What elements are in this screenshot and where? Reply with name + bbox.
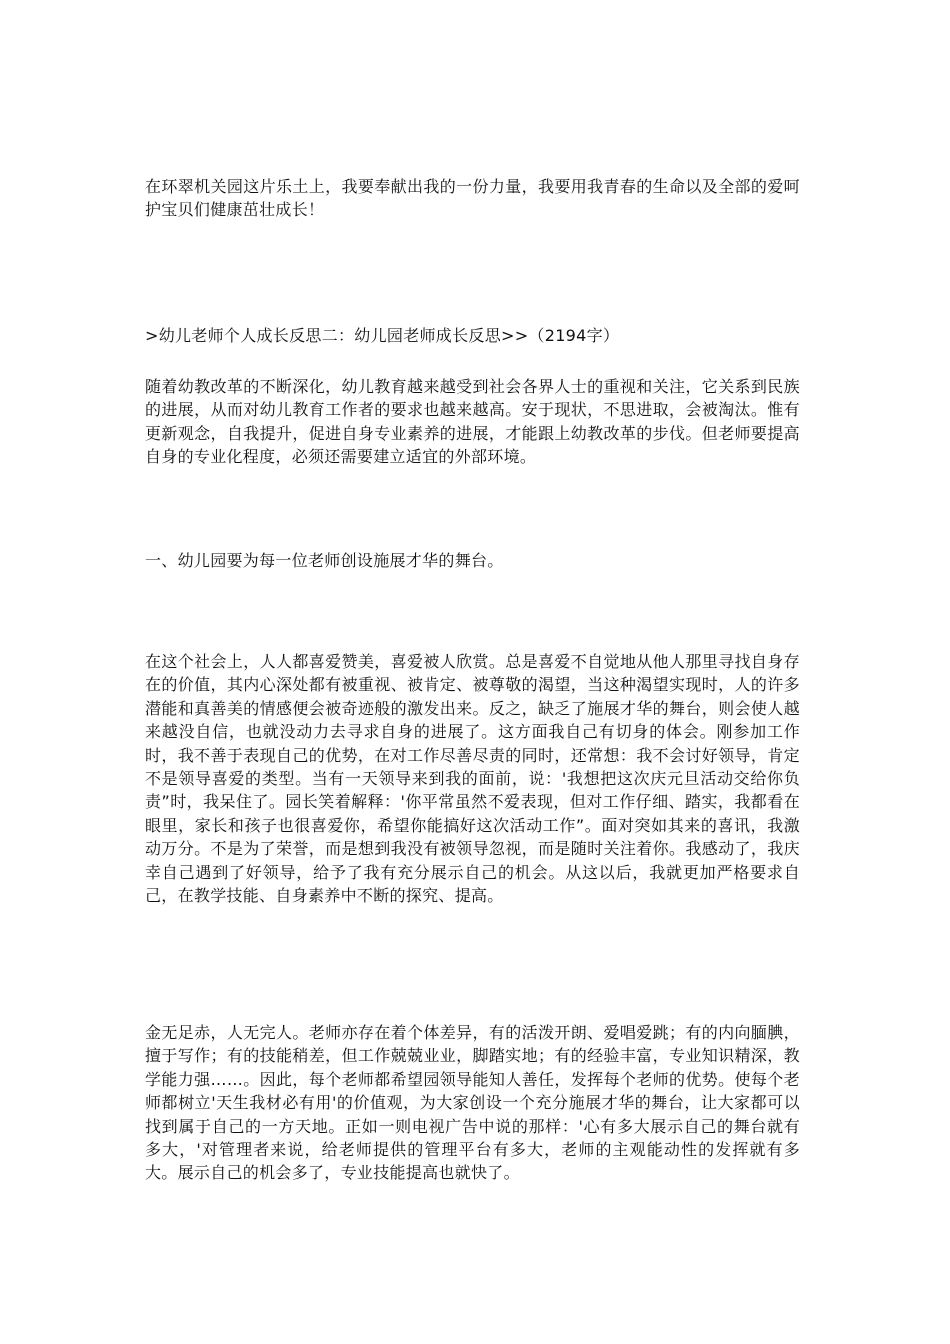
body-paragraph-3: 金无足赤，人无完人。老师亦存在着个体差异，有的活泼开朗、爱唱爱跳；有的内向腼腆，擅于写作；有的技能稍差，但工作兢兢业业，脚踏实地；有的经验丰富，专业知识精深，教学能力强……。因此，每个老师都希望园领导能知人善任，发挥每个老师的优势。使每个老师都树立'天生我材必有用'的价值观，为大家创设一个充分施展才华的舞台，让大家都可以找到属于自己的一方天地。正如一则电视广告中说的那样：'心有多大展示自己的舞台就有多大，'对管理者来说，给老师提供的管理平台有多大，老师的主观能动性的发挥就有多大。展示自己的机会多了，专业技能提高也就快了。 bbox=[145, 1023, 800, 1183]
body-paragraph-1: 随着幼教改革的不断深化，幼儿教育越来越受到社会各界人士的重视和关注，它关系到民族的进展，从而对幼儿教育工作者的要求也越来越高。安于现状，不思进取，会被淘汰。惟有更新观念，自我提升，促进自身专业素养的进展，才能跟上幼教改革的步伐。但老师要提高自身的专业化程度，必须还需要建立适宜的外部环境。 bbox=[145, 377, 800, 467]
subsection-heading: 一、幼儿园要为每一位老师创设施展才华的舞台。 bbox=[145, 551, 504, 570]
section-title: >幼儿老师个人成长反思二：幼儿园老师成长反思>>（2194字） bbox=[145, 326, 620, 345]
body-paragraph-2: 在这个社会上，人人都喜爱赞美，喜爱被人欣赏。总是喜爱不自觉地从他人那里寻找自身存在的价值，其内心深处都有被重视、被肯定、被尊敬的渴望，当这种渴望实现时，人的许多潜能和真善美的情感便会被奇迹般的激发出来。反之，缺乏了施展才华的舞台，则会使人越来越没自信，也就没动力去寻求自身的进展了。这方面我自己有切身的体会。刚参加工作时，我不善于表现自己的优势，在对工作尽善尽责的同时，还常想：我不会讨好领导，肯定不是领导喜爱的类型。当有一天领导来到我的面前，说：'我想把这次庆元旦活动交给你负责”时，我呆住了。园长笑着解释：'你平常虽然不爱表现，但对工作仔细、踏实，我都看在眼里，家长和孩子也很喜爱你，希望你能搞好这次活动工作”。面对突如其来的喜讯，我激动万分。不是为了荣誉，而是想到我没有被领导忽视，而是随时关注着你。我感动了，我庆幸自己遇到了好领导，给予了我有充分展示自己的机会。从这以后，我就更加严格要求自己，在教学技能、自身素养中不断的探究、提高。 bbox=[145, 652, 800, 906]
intro-paragraph: 在环翠机关园这片乐土上，我要奉献出我的一份力量，我要用我青春的生命以及全部的爱呵护宝贝们健康茁壮成长！ bbox=[145, 177, 800, 220]
